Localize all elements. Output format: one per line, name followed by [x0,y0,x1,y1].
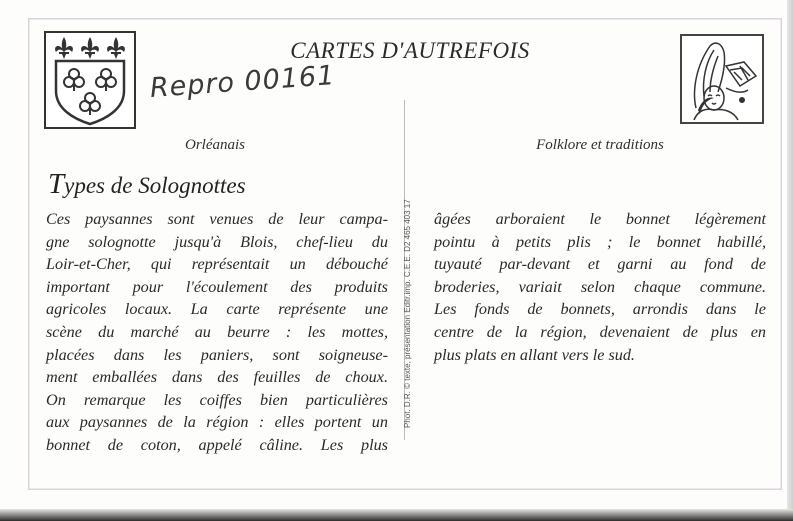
text-line: scène du marché au beurre : les mottes, [46,322,388,341]
heading-rest: ypes de Solognottes [64,173,246,198]
article-right-column [434,208,766,366]
card-edge-shadow [787,0,793,521]
heading-initial: T [48,168,65,200]
text-line: gne solognotte jusqu'à Blois, chef-lieu du [46,232,388,251]
portrait-icon [680,34,764,124]
text-line: broderies, variait selon chaque commune. [434,277,766,296]
photo-credit: Phot. D.R. © texte, présentation Editr.imp. C.E.E. D2 465 403 17 [403,199,412,428]
text-line: agricoles locaux. La carte représente une [46,300,388,319]
text-line: âgées arboraient le bonnet légèrement [434,210,766,228]
text-line: plus plats en allant vers le sud. [434,345,635,364]
text-line: ment emballées dans des feuilles de choux. [46,368,388,387]
text-line: important pour l'écoulement des produits [46,277,388,296]
text-line: placées dans les paniers, sont soigneuse- [46,345,388,364]
text-line: Ces paysannes sont venues de leur campa- [46,210,388,228]
text-line: pointu à petits plis ; le bonnet habillé, [434,232,766,251]
text-line: bonnet de coton, appelé câline. Les plus [46,435,388,454]
page-title: CARTES D'AUTREFOIS [290,38,530,63]
article-heading [48,168,246,201]
series-label: Folklore et traditions [536,137,664,153]
handwritten-reference: Repro 00161 [148,60,337,104]
text-line: Loir-et-Cher, qui représentait un débouché [46,255,388,274]
text-line: On remarque les coiffes bien particulières [46,390,388,409]
text-line: tuyauté par-devant et garni au fond de [434,255,766,274]
card-bottom-shadow [0,509,793,521]
article-left-column [46,208,388,457]
text-line: aux paysannes de la région : elles portent un [46,413,388,432]
region-label: Orléanais [185,137,245,153]
crest-icon [44,31,136,129]
text-line: Les fonds de bonnets, arrondis dans le [434,300,766,319]
text-line: centre de la région, devenaient de plus en [434,322,766,341]
